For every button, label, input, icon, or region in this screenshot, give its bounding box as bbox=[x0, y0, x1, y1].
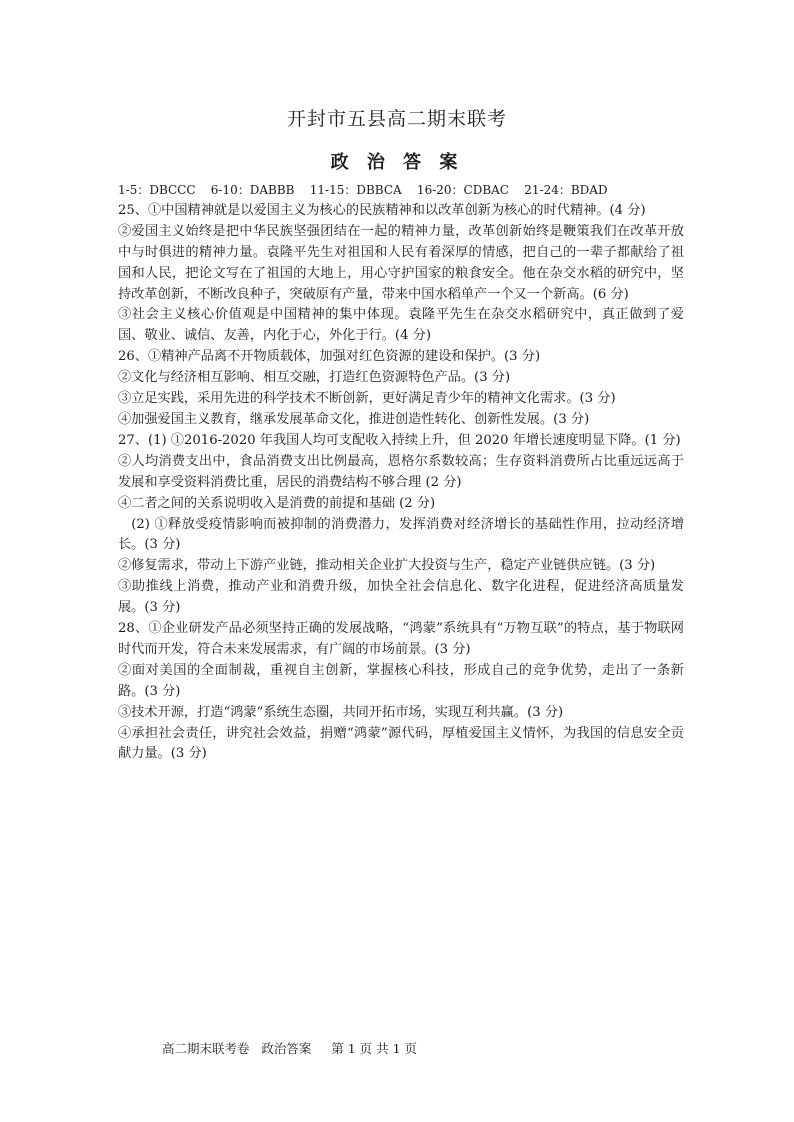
answer-paragraph: ②面对美国的全面制裁，重视自主创新，掌握核心科技，形成自己的竞争优势，走出了一条新路。(3 分) bbox=[118, 662, 684, 699]
document-subtitle: 政 治 答 案 bbox=[330, 152, 464, 173]
answer-paragraph: ③社会主义核心价值观是中国精神的集中体现。袁隆平先生在杂交水稻研究中，真正做到了爱国、敬业、诚信、友善，内化于心，外化于行。(4 分) bbox=[118, 307, 684, 344]
answer-paragraph: ②修复需求，带动上下游产业链，推动相关企业扩大投资与生产，稳定产业链供应链。(3 分) bbox=[118, 558, 656, 574]
answer-paragraph: (2) ①释放受疫情影响而被抑制的消费潜力，发挥消费对经济增长的基础性作用，拉动经济增长。(3 分) bbox=[118, 516, 684, 553]
page-footer: 高二期末联考卷 政治答案 第 1 页 共 1 页 bbox=[162, 1041, 418, 1056]
choice-answers: 1-5：DBCCC 6-10：DABBB 11-15：DBBCA 16-20：CDBAC 21-24：BDAD bbox=[118, 183, 608, 197]
answer-paragraph: ③助推线上消费，推动产业和消费升级，加快全社会信息化、数字化进程，促进经济高质量发展。(3 分) bbox=[118, 579, 684, 616]
answer-paragraph: ③立足实践，采用先进的科学技术不断创新，更好满足青少年的精神文化需求。(3 分) bbox=[118, 391, 616, 407]
answer-paragraph: ③技术开源，打造“鸿蒙”系统生态圈，共同开拓市场，实现互利共赢。(3 分) bbox=[118, 704, 564, 720]
answer-paragraph: 25、①中国精神就是以爱国主义为核心的民族精神和以改革创新为核心的时代精神。(4 分) bbox=[118, 202, 646, 218]
answer-paragraph: ②文化与经济相互影响、相互交融，打造红色资源特色产品。(3 分) bbox=[118, 370, 511, 386]
answer-paragraph: 26、①精神产品离不开物质载体，加强对红色资源的建设和保护。(3 分) bbox=[118, 349, 541, 365]
answer-paragraph: ④承担社会责任，讲究社会效益，捐赠“鸿蒙”源代码，厚植爱国主义情怀，为我国的信息安全贡献力量。(3 分) bbox=[118, 725, 684, 762]
answer-content bbox=[118, 180, 684, 765]
answer-paragraph: ②爱国主义始终是把中华民族坚强团结在一起的精神力量，改革创新始终是鞭策我们在改革开放中与时俱进的精神力量。袁隆平先生对祖国和人民有着深厚的情感，把自己的一辈子都献给了祖国和人民，把论文写在了祖国的大地上，用心守护国家的粮食安全。他在杂交水稻的研究中，坚持改革创新，不断改良种子，突破原有产量，带来中国水稻单产一个又一个新高。(6 分) bbox=[118, 223, 684, 302]
answer-paragraph: 27、(1) ①2016-2020 年我国人均可支配收入持续上升，但 2020 年增长速度明显下降。(1 分) bbox=[118, 432, 681, 448]
answer-paragraph: 28、①企业研发产品必须坚持正确的发展战略，“鸿蒙”系统具有“万物互联”的特点，基于物联网时代而开发，符合未来发展需求，有广阔的市场前景。(3 分) bbox=[118, 621, 684, 657]
document-title: 开封市五县高二期末联考 bbox=[286, 108, 507, 130]
answer-paragraph: ④二者之间的关系说明收入是消费的前提和基础 (2 分) bbox=[118, 495, 436, 511]
answer-paragraph: ②人均消费支出中，食品消费支出比例最高，恩格尔系数较高；生存资料消费所占比重远远高于发展和享受资料消费比重，居民的消费结构不够合理 (2 分) bbox=[118, 453, 684, 490]
answer-paragraph: ④加强爱国主义教育，继承发展革命文化，推进创造性转化、创新性发展。(3 分) bbox=[118, 411, 590, 427]
